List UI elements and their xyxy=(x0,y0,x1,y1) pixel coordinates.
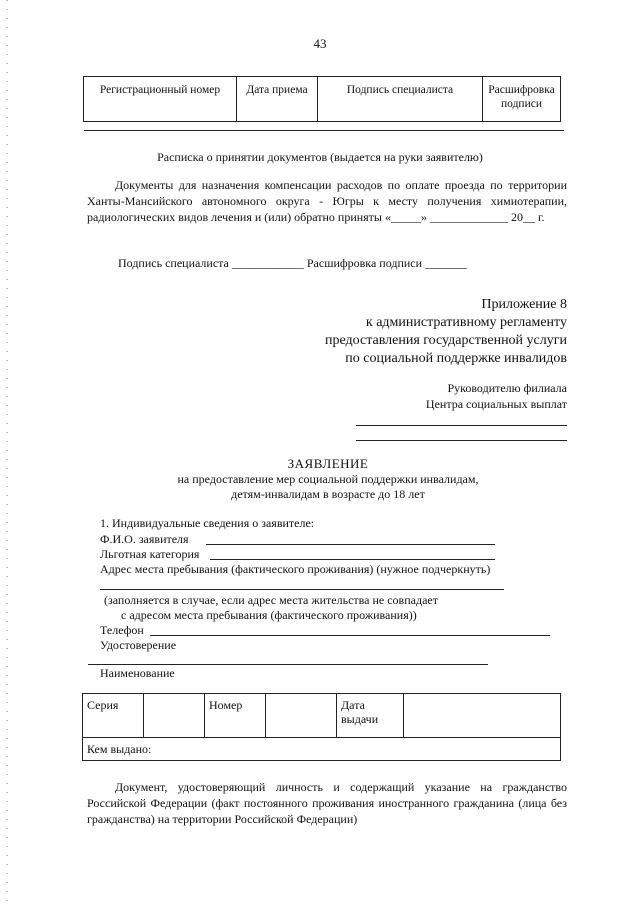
issue-date-label xyxy=(337,694,404,738)
page-number: 43 xyxy=(313,36,327,51)
fio-field[interactable] xyxy=(206,544,495,545)
receipt-title: Расписка о принятии документов (выдается на руки заявителю) xyxy=(157,150,483,164)
receipt-text: Документы для назначения компенсации расходов по оплате проезда по территории Ханты-Мансийского автономного округа - Югры к месту получения химиотерапии, радиологических видов лечения и (или) обратно приняты «_____» _____________ 20__ г. xyxy=(87,178,567,224)
appendix-line-2: к административному регламенту xyxy=(365,315,567,330)
cut-line xyxy=(84,130,564,131)
number-value[interactable] xyxy=(266,694,337,738)
issue-date-label-2: выдачи xyxy=(341,712,379,726)
application-subtitle-2: детям-инвалидам в возрасте до 18 лет xyxy=(231,487,425,501)
naming-label: Наименование xyxy=(100,666,175,680)
id-doc-label: Удостоверение xyxy=(100,638,177,652)
series-value[interactable] xyxy=(144,694,205,738)
header-signature: Подпись специалиста xyxy=(318,77,483,122)
addressee-block xyxy=(340,380,567,412)
series-label: Серия xyxy=(83,694,144,738)
application-title: ЗАЯВЛЕНИЕ xyxy=(287,456,369,471)
id-document-table xyxy=(82,693,561,761)
final-paragraph xyxy=(87,779,567,827)
addressee-line-1: Руководителю филиала xyxy=(447,381,567,395)
application-subtitle-1: на предоставление мер социальной поддержки инвалидам, xyxy=(177,472,479,486)
header-date: Дата приема xyxy=(237,77,318,122)
number-label: Номер xyxy=(205,694,266,738)
addressee-line-2: Центра социальных выплат xyxy=(425,397,567,411)
id-doc-field[interactable] xyxy=(88,664,488,665)
header-decoding: Расшифровка подписи xyxy=(483,77,561,122)
address-field[interactable] xyxy=(100,589,504,590)
issue-date-value[interactable] xyxy=(404,694,561,738)
receipt-body xyxy=(87,177,567,225)
receipt-signature-line: Подпись специалиста ____________ Расшифровка подписи _______ xyxy=(118,256,468,270)
application-subtitle xyxy=(0,472,640,502)
issue-date-label-1: Дата xyxy=(341,698,365,712)
category-field[interactable] xyxy=(210,559,495,560)
address-label: Адрес места пребывания (фактического проживания) (нужное подчеркнуть) xyxy=(100,562,491,576)
scan-edge-dots xyxy=(6,0,8,905)
issued-by-cell[interactable]: Кем выдано: xyxy=(83,738,561,761)
addressee-blank-2[interactable] xyxy=(356,440,567,441)
appendix-number: Приложение 8 xyxy=(481,297,567,312)
address-note-2: с адресом места пребывания (фактического проживания)) xyxy=(121,608,417,622)
header-reg-number: Регистрационный номер xyxy=(84,77,237,122)
appendix-block xyxy=(300,296,567,368)
id-table-row-2 xyxy=(83,738,561,761)
final-paragraph-text: Документ, удостоверяющий личность и содержащий указание на гражданство Российской Федерации (факт постоянного проживания иностранного гражданина (лица без гражданства) на территории Российской Федерации) xyxy=(87,780,567,826)
appendix-line-4: по социальной поддержке инвалидов xyxy=(345,351,567,366)
phone-field[interactable] xyxy=(150,635,550,636)
fio-label: Ф.И.О. заявителя xyxy=(100,532,189,546)
id-table-row-1 xyxy=(83,694,561,738)
phone-label: Телефон xyxy=(100,623,144,637)
addressee-blank-1[interactable] xyxy=(356,425,567,426)
category-label: Льготная категория xyxy=(100,547,200,561)
registration-table xyxy=(83,76,561,122)
section-1-heading: 1. Индивидуальные сведения о заявителе: xyxy=(100,516,315,530)
address-note-1: (заполняется в случае, если адрес места жительства не совпадает xyxy=(104,593,438,607)
registration-header-row xyxy=(84,77,561,122)
appendix-line-3: предоставления государственной услуги xyxy=(325,333,567,348)
